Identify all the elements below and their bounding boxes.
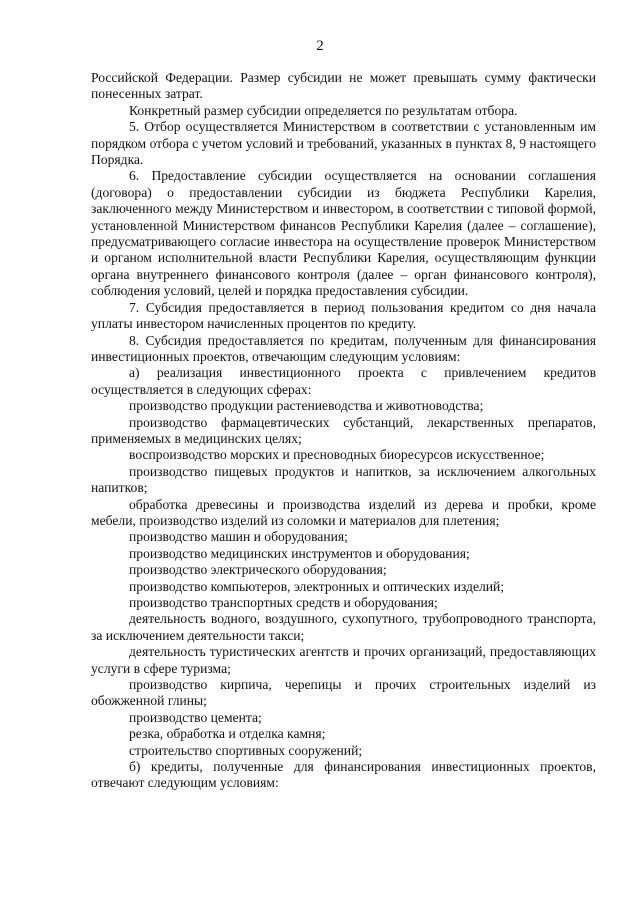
paragraph-clause-7: 7. Субсидия предоставляется в период пользования кредитом со дня начала уплаты инвестором начисленных процентов по кредиту.: [91, 299, 596, 332]
list-item: обработка древесины и производства изделий из дерева и пробки, кроме мебели, производство изделий из соломки и материалов для плетения;: [91, 496, 596, 528]
list-item: воспроизводство морских и пресноводных биоресурсов искусственное;: [129, 447, 545, 463]
list-item: производство кирпича, черепицы и прочих строительных изделий из обожженной глины;: [91, 677, 596, 709]
list-item: производство компьютеров, электронных и оптических изделий;: [129, 578, 505, 594]
paragraph-clause-5: 5. Отбор осуществляется Министерством в соответствии с установленным им порядком отбора с учетом условий и требований, указанных в пунктах 8, 9 настоящего Порядка.: [91, 119, 596, 168]
paragraph-continuation: Российской Федерации. Размер субсидии не может превышать сумму фактически понесенных затрат.: [91, 70, 596, 102]
paragraph-clause-6: 6. Предоставление субсидии осуществляется на основании соглашения (договора) о предоставлении субсидии из бюджета Республики Карелия, заключенного между Министерством и инвестором, в соответствии с типовой формой, установленной Министерством финансов Республики Карелия (далее – соглашение), предусматривающего согласие инвестора на осуществление проверок Министерством и органом исполнительной власти Республики Карелия, осуществляющим функции органа внутреннего финансового контроля (далее – орган финансового контроля), соблюдения условий, целей и порядка предоставления субсидии.: [91, 168, 596, 299]
list-item: производство электрического оборудования;: [129, 562, 387, 578]
paragraph-clause-8: 8. Субсидия предоставляется по кредитам, полученным для финансирования инвестиционных проектов, отвечающим следующим условиям:: [91, 332, 596, 364]
list-item: производство медицинских инструментов и оборудования;: [129, 545, 470, 561]
list-item: производство машин и оборудования;: [129, 529, 348, 545]
paragraph-subclause-a: а) реализация инвестиционного проекта с привлечением кредитов осуществляется в следующих сферах:: [91, 365, 596, 397]
paragraph: Конкретный размер субсидии определяется по результатам отбора.: [129, 102, 518, 118]
document-body: [91, 70, 596, 792]
list-item: производство фармацевтических субстанций, лекарственных препаратов, применяемых в медицинских целях;: [91, 414, 596, 446]
list-item: строительство спортивных сооружений;: [129, 742, 363, 758]
paragraph-subclause-b: б) кредиты, полученные для финансирования инвестиционных проектов, отвечают следующим условиям:: [91, 759, 596, 791]
list-item: деятельность туристических агентств и прочих организаций, предоставляющих услуги в сфере туризма;: [91, 644, 596, 676]
list-item: производство продукции растениеводства и животноводства;: [129, 398, 484, 414]
list-item: производство транспортных средств и оборудования;: [129, 595, 438, 610]
list-item: производство цемента;: [129, 709, 262, 725]
list-item: производство пищевых продуктов и напитков, за исключением алкогольных напитков;: [91, 463, 596, 496]
list-item: резка, обработка и отделка камня;: [129, 726, 326, 742]
page-number: 2: [316, 38, 324, 54]
list-item: деятельность водного, воздушного, сухопутного, трубопроводного транспорта, за исключением деятельности такси;: [91, 611, 596, 643]
